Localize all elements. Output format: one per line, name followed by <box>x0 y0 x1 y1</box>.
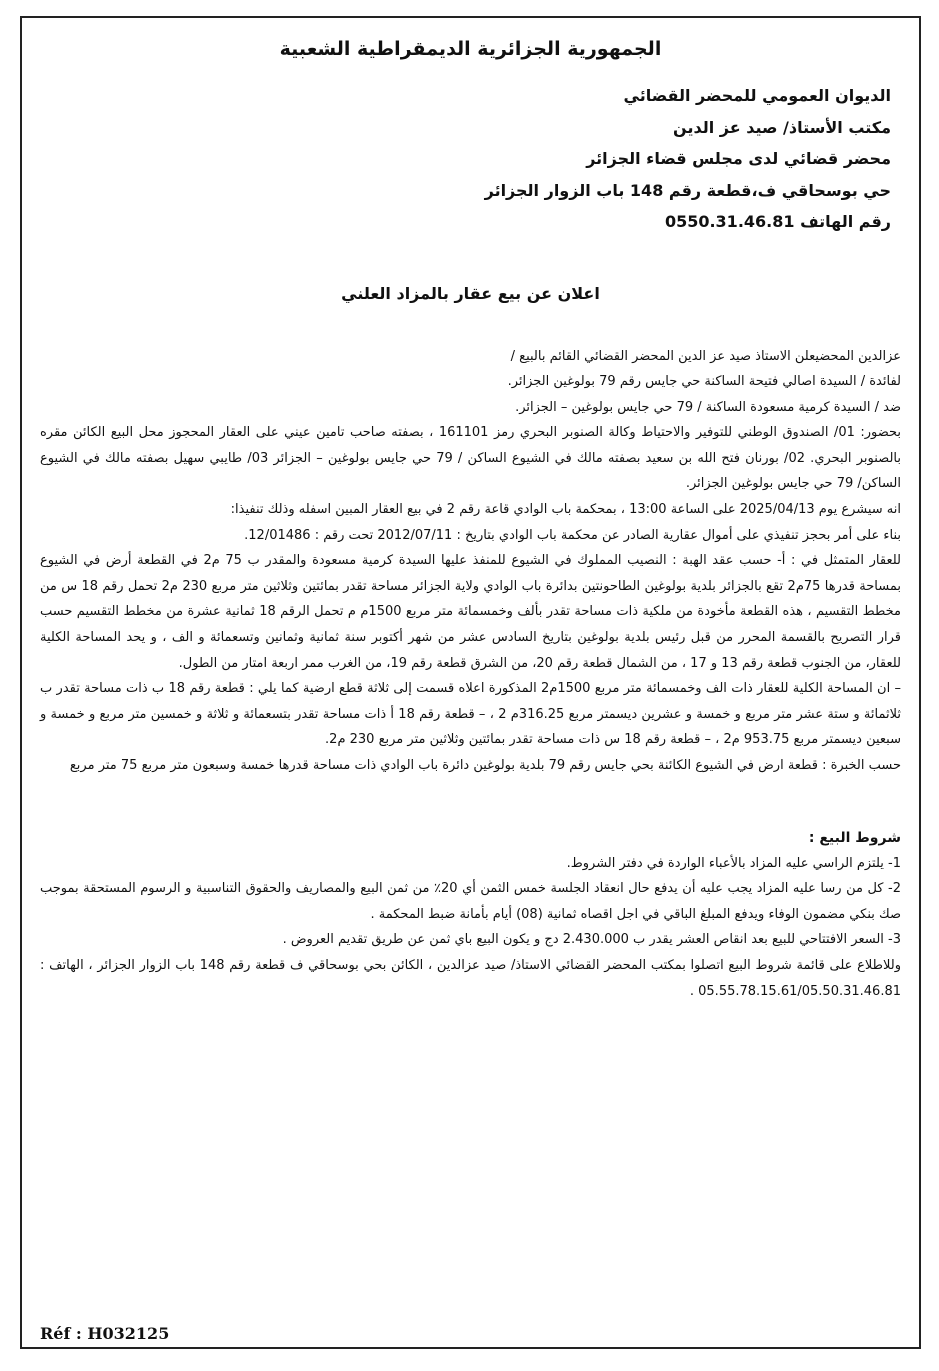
letterhead-bureau: مكتب الأستاذ/ صيد عز الدين <box>673 117 891 137</box>
conditions-title: شروط البيع : <box>808 829 901 846</box>
body-paragraph-property: للعقار المتمثل في : أ- حسب عقد الهبة : النصيب المملوك في الشيوع للمنفذ عليها السيدة كرمية مسعودة والمقدر ب 75 م2 في القطعة أرض في الشيوع بمساحة قدرها 75م2 تقع بالجزائر بلدية بولوغين الطاحونتين بدائرة باب الوادي ولاية الجزائر مساحة تقدر بمائتين وثلاثين متر مربع 230 م2 تحمل رقم 18 س من مخطط التقسيم ، هذه القطعة مأخودة من ملكية ذات مساحة تقدر بألف وخمسمائة متر مربع 1500م م تحمل الرقم 18 ثمانية عشرة من مخطط التقسيم حسب قرار التصريح بالقسمة المحرر من قبل رئيس بلدية بولوغين بتاريخ السادس عشر من شهر أكتوبر سنة ثمانية وثمانين وتسعمائة و الف ، و يحد المساحة الكلية للعقار، من الجنوب قطعة رقم 13 و 17 ، من الشمال قطعة رقم 20، من الشرق قطعة رقم 19، من الغرب ممر اربعة امتار من الطول. <box>40 553 901 671</box>
condition-item: 3- السعر الافتتاحي للبيع بعد انقاص العشر يقدر ب 2.430.000 دج و يكون البيع باي ثمن عن طريق تقديم العروض . <box>282 932 901 948</box>
body-paragraph-sale-date: انه سيشرع يوم 2025/04/13 على الساعة 13:00 ، بمحكمة باب الوادي قاعة رقم 2 في بيع العقار المبين اسفله وذلك تنفيذا: <box>230 502 901 518</box>
condition-item: 1- يلتزم الراسي عليه المزاد بالأعباء الواردة في دفتر الشروط. <box>566 855 901 871</box>
notice-content <box>22 18 919 1347</box>
conditions-contact: وللاطلاع على قائمة شروط البيع اتصلوا بمكتب المحضر القضائي الاستاذ/ صيد عزالدين ، الكائن بحي بوسحاقي ف قطعة رقم 148 باب الزوار الجزائر ، الهاتف : 05.55.78.15.61/05.50.31.46.81 . <box>40 957 901 999</box>
body-paragraph-presence: بحضور: 01/ الصندوق الوطني للتوفير والاحتياط وكالة الصنوبر البحري رمز 161101 ، بصفته صاحب تامين عيني على العقار المحجوز محل البيع الكائن مقره بالصنوبر البحري. 02/ بورنان فتح الله بن سعيد بصفته مالك في الشيوع الساكن / 79 حي جايس بولوغين – الجزائر 03/ طايبي سهيل بصفته مالك في الشيوع الساكن/ 79 حي جايس بولوغين الجزائر. <box>40 425 902 492</box>
republic-title: الجمهورية الجزائرية الديمقراطية الشعبية <box>279 38 662 60</box>
body-paragraph-expertise: حسب الخبرة : قطعة ارض في الشيوع الكائنة بحي جايس رقم 79 بلدية بولوغين دائرة باب الوادي ذات مساحة قدرها خمسة وسبعون متر مربع 75 متر مربع <box>69 758 901 773</box>
letterhead-role: محضر قضائي لدى مجلس قضاء الجزائر <box>586 149 891 168</box>
letterhead-office: الديوان العمومي للمحضر القضائي <box>623 86 891 105</box>
notice-page <box>20 16 921 1349</box>
letterhead-address: حي بوسحاقي ف،قطعة رقم 148 باب الزوار الجزائر <box>484 180 891 200</box>
body-paragraph-beneficiary: لفائدة / السيدة اصالي فتيحة الساكنة حي جايس رقم 79 بولوغين الجزائر. <box>507 374 901 390</box>
body-paragraph-seizure-order: بناء على أمر بحجز تنفيذي على أموال عقارية الصادر عن محكمة باب الوادي بتاريخ : 2012/07/11 تحت رقم : 12/01486. <box>244 527 901 543</box>
conditions-list <box>40 851 901 1005</box>
reference-number: Réf : H032125 <box>40 1324 170 1343</box>
condition-item: 2- كل من رسا عليه المزاد يجب عليه أن يدفع حال انعقاد الجلسة خمس الثمن أي 20٪ من ثمن البيع والمصاريف والحقوق التناسبية و الرسوم المستحقة بموجب صك بنكي مضمون الوفاء ويدفع المبلغ الباقي في اجل اقصاه ثمانية (08) أيام بأمانة ضبط المحكمة . <box>40 881 901 922</box>
body-paragraph-division: – ان المساحة الكلية للعقار ذات الف وخمسمائة متر مربع 1500م2 المذكورة اعلاه قسمت إلى ثلاثة قطع ارضية كما يلي : قطعة رقم 18 ب ذات مساحة تقدر ب ثلاثمائة و ستة عشر متر مربع و خمسة و عشرين ديسمتر مربع 316.25م 2 ، – قطعة رقم 18 أ ذات مساحة تقدر بتسعمائة و ثلاثة و خمسين متر مربع و خمسة و سبعين ديسمتر مربع 953.75 م2 ، – قطعة رقم 18 س ذات مساحة تقدر بمائتين وثلاثين متر مربع 230 م2. <box>40 681 901 748</box>
body-paragraph-announcer: عزالدين المحضيعلن الاستاذ صيد عز الدين المحضر القضائي القائم بالبيع / <box>510 348 901 364</box>
announcement-body <box>40 344 901 779</box>
announcement-title: اعلان عن بيع عقار بالمزاد العلني <box>341 283 600 303</box>
body-paragraph-against: ضد / السيدة كرمية مسعودة الساكنة / 79 حي جايس بولوغين – الجزائر. <box>515 399 901 415</box>
letterhead <box>40 80 901 238</box>
letterhead-phone: رقم الهاتف 0550.31.46.81 <box>664 212 891 231</box>
